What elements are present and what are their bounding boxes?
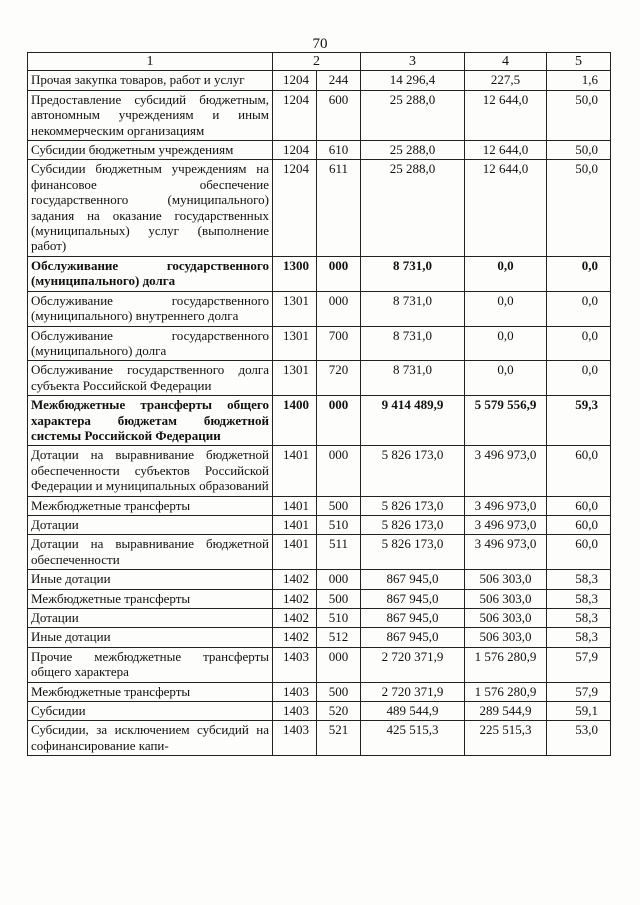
header-col-4: 4 [465,53,547,71]
row-executed-amount: 289 544,9 [465,702,547,721]
row-execution-percent: 60,0 [547,515,611,534]
row-section-code: 1204 [273,90,317,140]
row-execution-percent: 1,6 [547,71,611,90]
row-execution-percent: 50,0 [547,141,611,160]
row-section-code: 1401 [273,515,317,534]
row-name: Дотации [28,515,273,534]
row-execution-percent: 59,1 [547,702,611,721]
table-row [28,515,611,534]
row-planned-amount: 2 720 371,9 [361,647,465,682]
row-execution-percent: 0,0 [547,291,611,326]
row-planned-amount: 25 288,0 [361,160,465,256]
row-name: Обслуживание государственного (муниципального) долга [28,326,273,361]
row-planned-amount: 8 731,0 [361,256,465,291]
row-name: Субсидии [28,702,273,721]
row-executed-amount: 12 644,0 [465,90,547,140]
row-expense-type-code: 510 [317,515,361,534]
table-row [28,702,611,721]
row-section-code: 1402 [273,570,317,589]
row-planned-amount: 25 288,0 [361,141,465,160]
table-body [28,71,611,756]
row-section-code: 1301 [273,291,317,326]
row-expense-type-code: 244 [317,71,361,90]
row-execution-percent: 57,9 [547,647,611,682]
row-name: Межбюджетные трансферты [28,682,273,701]
row-planned-amount: 2 720 371,9 [361,682,465,701]
row-section-code: 1301 [273,326,317,361]
row-section-code: 1300 [273,256,317,291]
row-planned-amount: 425 515,3 [361,721,465,756]
row-executed-amount: 506 303,0 [465,609,547,628]
row-planned-amount: 8 731,0 [361,291,465,326]
row-section-code: 1401 [273,535,317,570]
row-expense-type-code: 000 [317,291,361,326]
row-planned-amount: 867 945,0 [361,570,465,589]
row-execution-percent: 59,3 [547,396,611,446]
row-planned-amount: 5 826 173,0 [361,535,465,570]
row-section-code: 1402 [273,609,317,628]
row-name: Дотации на выравнивание бюджетной обеспеченности субъектов Российской Федерации и муниципальных образований [28,446,273,496]
row-name: Обслуживание государственного (муниципального) внутреннего долга [28,291,273,326]
row-executed-amount: 506 303,0 [465,570,547,589]
table-row [28,90,611,140]
row-executed-amount: 12 644,0 [465,160,547,256]
row-planned-amount: 5 826 173,0 [361,496,465,515]
table-row [28,589,611,608]
row-name: Межбюджетные трансферты [28,589,273,608]
row-execution-percent: 58,3 [547,609,611,628]
row-expense-type-code: 521 [317,721,361,756]
row-name: Иные дотации [28,628,273,647]
row-section-code: 1204 [273,71,317,90]
row-name: Субсидии бюджетным учреждениям на финансовое обеспечение государственного (муниципального) задания на оказание государственных (муниципальных) услуг (выполнение работ) [28,160,273,256]
table-row [28,721,611,756]
table-row [28,396,611,446]
row-planned-amount: 14 296,4 [361,71,465,90]
budget-table [27,52,611,756]
row-planned-amount: 8 731,0 [361,326,465,361]
row-section-code: 1204 [273,160,317,256]
row-expense-type-code: 520 [317,702,361,721]
row-executed-amount: 0,0 [465,361,547,396]
row-expense-type-code: 000 [317,396,361,446]
row-section-code: 1403 [273,682,317,701]
row-execution-percent: 50,0 [547,160,611,256]
row-expense-type-code: 720 [317,361,361,396]
row-expense-type-code: 700 [317,326,361,361]
row-execution-percent: 0,0 [547,326,611,361]
row-section-code: 1401 [273,496,317,515]
table-row [28,609,611,628]
table-row [28,71,611,90]
row-planned-amount: 489 544,9 [361,702,465,721]
row-expense-type-code: 500 [317,496,361,515]
row-planned-amount: 5 826 173,0 [361,515,465,534]
row-name: Предоставление субсидий бюджетным, автономным учреждениям и иным некоммерческим организациям [28,90,273,140]
row-executed-amount: 5 579 556,9 [465,396,547,446]
row-name: Межбюджетные трансферты общего характера бюджетам бюджетной системы Российской Федерации [28,396,273,446]
table-row [28,446,611,496]
table-row [28,160,611,256]
row-name: Иные дотации [28,570,273,589]
row-expense-type-code: 600 [317,90,361,140]
row-expense-type-code: 000 [317,256,361,291]
row-name: Дотации на выравнивание бюджетной обеспеченности [28,535,273,570]
row-planned-amount: 25 288,0 [361,90,465,140]
row-executed-amount: 0,0 [465,256,547,291]
row-name: Обслуживание государственного долга субъекта Российской Федерации [28,361,273,396]
row-planned-amount: 8 731,0 [361,361,465,396]
row-executed-amount: 1 576 280,9 [465,647,547,682]
row-execution-percent: 53,0 [547,721,611,756]
row-expense-type-code: 512 [317,628,361,647]
table-row [28,682,611,701]
table-row [28,291,611,326]
row-executed-amount: 12 644,0 [465,141,547,160]
row-execution-percent: 60,0 [547,496,611,515]
row-executed-amount: 3 496 973,0 [465,515,547,534]
row-executed-amount: 3 496 973,0 [465,535,547,570]
table-row [28,326,611,361]
row-executed-amount: 506 303,0 [465,628,547,647]
row-name: Обслуживание государственного (муниципального) долга [28,256,273,291]
table-row [28,361,611,396]
row-execution-percent: 58,3 [547,570,611,589]
row-name: Прочая закупка товаров, работ и услуг [28,71,273,90]
row-execution-percent: 60,0 [547,446,611,496]
row-planned-amount: 867 945,0 [361,589,465,608]
row-expense-type-code: 500 [317,682,361,701]
row-executed-amount: 227,5 [465,71,547,90]
row-expense-type-code: 500 [317,589,361,608]
header-col-5: 5 [547,53,611,71]
row-section-code: 1401 [273,446,317,496]
row-name: Субсидии, за исключением субсидий на софинансирование капи- [28,721,273,756]
table-header-row [28,53,611,71]
row-executed-amount: 225 515,3 [465,721,547,756]
row-execution-percent: 58,3 [547,628,611,647]
row-expense-type-code: 610 [317,141,361,160]
row-expense-type-code: 000 [317,647,361,682]
row-executed-amount: 0,0 [465,326,547,361]
row-name: Дотации [28,609,273,628]
row-section-code: 1402 [273,589,317,608]
row-execution-percent: 0,0 [547,361,611,396]
row-planned-amount: 9 414 489,9 [361,396,465,446]
row-expense-type-code: 611 [317,160,361,256]
row-planned-amount: 867 945,0 [361,609,465,628]
row-section-code: 1403 [273,721,317,756]
row-executed-amount: 0,0 [465,291,547,326]
page-number: 70 [312,36,328,52]
table-row [28,647,611,682]
row-executed-amount: 3 496 973,0 [465,496,547,515]
row-execution-percent: 57,9 [547,682,611,701]
header-col-1: 1 [28,53,273,71]
row-section-code: 1204 [273,141,317,160]
table-row [28,570,611,589]
header-col-2: 2 [273,53,361,71]
row-expense-type-code: 000 [317,446,361,496]
row-execution-percent: 58,3 [547,589,611,608]
row-name: Прочие межбюджетные трансферты общего характера [28,647,273,682]
row-execution-percent: 50,0 [547,90,611,140]
row-name: Субсидии бюджетным учреждениям [28,141,273,160]
row-expense-type-code: 510 [317,609,361,628]
row-executed-amount: 3 496 973,0 [465,446,547,496]
row-section-code: 1402 [273,628,317,647]
table-row [28,496,611,515]
table-row [28,628,611,647]
row-execution-percent: 0,0 [547,256,611,291]
row-section-code: 1400 [273,396,317,446]
row-executed-amount: 506 303,0 [465,589,547,608]
table-row [28,535,611,570]
row-expense-type-code: 511 [317,535,361,570]
row-section-code: 1403 [273,647,317,682]
row-execution-percent: 60,0 [547,535,611,570]
table-row [28,256,611,291]
row-expense-type-code: 000 [317,570,361,589]
header-col-3: 3 [361,53,465,71]
row-section-code: 1301 [273,361,317,396]
table-row [28,141,611,160]
row-section-code: 1403 [273,702,317,721]
row-planned-amount: 5 826 173,0 [361,446,465,496]
row-planned-amount: 867 945,0 [361,628,465,647]
row-name: Межбюджетные трансферты [28,496,273,515]
row-executed-amount: 1 576 280,9 [465,682,547,701]
